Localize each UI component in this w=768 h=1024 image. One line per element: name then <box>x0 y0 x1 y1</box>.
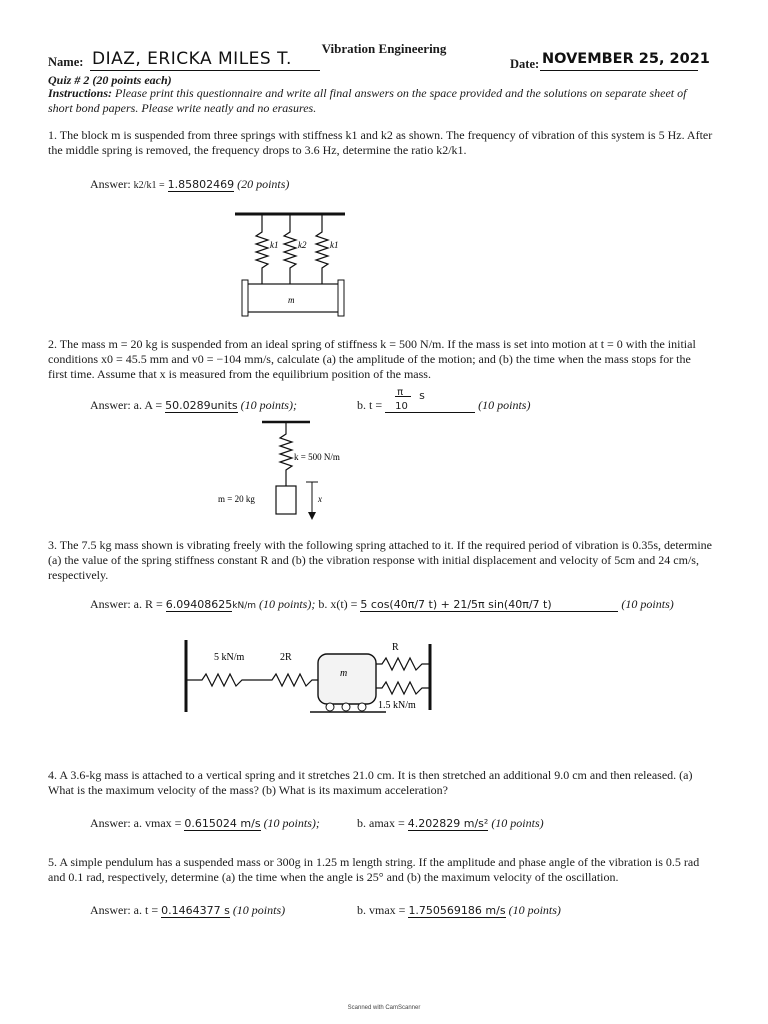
document-title: Vibration Engineering <box>321 41 447 56</box>
label-k2: k2 <box>298 240 307 250</box>
question-1-text: 1. The block m is suspended from three springs with stiffness k1 and k2 as shown. The frequency of vibration of this system is 5 Hz. After the middle spring is removed, the frequency drops to 3.6 Hz, determine the ratio k2/k1. <box>48 128 713 157</box>
label-m: m <box>340 668 348 679</box>
question-1-answer <box>90 177 289 192</box>
answer-b-label: b. vmax = <box>357 903 406 917</box>
answer-b-label: b. t = <box>357 398 383 412</box>
date-label: Date: <box>510 57 540 71</box>
name-label: Name: <box>48 55 84 69</box>
answer-a-label: Answer: a. vmax = <box>90 816 182 830</box>
points-b: (10 points) <box>508 903 561 917</box>
answer-b-numerator: π <box>397 387 404 398</box>
label-x: x <box>318 494 322 504</box>
question-5-text: 5. A simple pendulum has a suspended mass or 300g in 1.25 m length string. If the amplitude and phase angle of the vibration is 0.5 rad and 0.1 rad, respectively, determine (a) the time when the angle is 25° and (b) the maximum velocity of the oscillation. <box>48 855 700 884</box>
points-a: (10 points); <box>240 398 297 412</box>
answer-value: 1.85802469 <box>167 178 235 191</box>
answer-b-value: 5 cos(40π/7 t) + 21/5π sin(40π/7 t) <box>360 598 618 612</box>
question-4-answer-a <box>90 816 320 831</box>
label-k: k = 500 N/m <box>294 452 340 462</box>
label-2r: 2R <box>280 652 292 663</box>
label-k1-right: k1 <box>330 240 339 250</box>
quiz-heading: Quiz # 2 (20 points each) <box>48 73 172 87</box>
question-3-text: 3. The 7.5 kg mass shown is vibrating freely with the following spring attached to it. If the required period of vibration is 0.35s, determine (a) the value of the spring stiffness constant R and (b) the vibration response with initial displacement and velocity of 5cm and 24 cm/s, respectively. <box>48 538 712 582</box>
answer-b-label: b. amax = <box>357 816 405 830</box>
answer-a-unit: kN/m <box>232 601 256 611</box>
label-k1-left: k1 <box>270 240 279 250</box>
points-a: (10 points); <box>259 597 316 611</box>
points-b: (10 points) <box>491 816 544 830</box>
points: (20 points) <box>237 177 290 191</box>
name-underline <box>90 70 320 71</box>
answer-a-value: 50.0289units <box>165 399 238 412</box>
question-2-answer-b <box>357 387 531 413</box>
points-b: (10 points) <box>478 398 531 412</box>
label-15kn: 1.5 kN/m <box>378 700 416 711</box>
answer-a-value: 0.615024 m/s <box>184 817 261 830</box>
label-mass: m <box>288 295 295 305</box>
answer-b-denominator: 10 <box>395 401 408 412</box>
label-5kn: 5 kN/m <box>214 652 245 663</box>
scanner-watermark: Scanned with CamScanner <box>347 1005 421 1011</box>
ratio-label: k2/k1 = <box>133 180 165 191</box>
name-value: DIAZ, ERICKA MILES T. <box>92 49 292 69</box>
question-4-answer-b <box>357 816 544 831</box>
instructions-label: Instructions: <box>48 86 113 100</box>
question-5-answer-a <box>90 903 285 918</box>
points-b: (10 points) <box>621 597 674 611</box>
answer-a-label: Answer: a. R = <box>90 597 163 611</box>
answer-b-unit: s <box>419 389 425 402</box>
question-4-text: 4. A 3.6-kg mass is attached to a vertical spring and it stretches 21.0 cm. It is then stretched an additional 9.0 cm and then released. (a) What is the maximum velocity of the mass? (b) What is its maximum acceleration? <box>48 768 693 797</box>
question-3-answer <box>90 597 720 612</box>
answer-b-label: b. x(t) = <box>318 597 358 611</box>
answer-a-label: Answer: a. A = <box>90 398 163 412</box>
figure-horizontal-springs <box>180 636 440 720</box>
figure-three-springs <box>230 208 350 318</box>
question-2-text: 2. The mass m = 20 kg is suspended from an ideal spring of stiffness k = 500 N/m. If the mass is set into motion at t = 0 with the initial conditions x0 = 45.5 mm and v0 = −104 mm/s, calculate (a) the amplitude of the motion; and (b) the time when the mass stops for the first time. Assume that x is measured from the equilibrium position of the mass. <box>48 337 696 381</box>
figure-spring-mass <box>210 418 370 524</box>
label-m: m = 20 kg <box>218 494 255 504</box>
date-underline <box>540 70 698 71</box>
answer-b-value: 4.202829 m/s² <box>407 817 489 830</box>
instructions <box>48 86 713 116</box>
label-r: R <box>392 642 399 653</box>
instructions-text: Please print this questionnaire and write all final answers on the space provided and the solutions on separate sheet of short bond papers. Please write neatly and no erasures. <box>48 86 687 115</box>
question-2-answer-a <box>90 398 297 413</box>
answer-b-value: 1.750569186 m/s <box>408 904 506 917</box>
answer-a-label: Answer: a. t = <box>90 903 159 917</box>
question-5-answer-b <box>357 903 561 918</box>
answer-a-value: 0.1464377 s <box>161 904 230 917</box>
answer-label: Answer: <box>90 177 131 191</box>
points-a: (10 points) <box>232 903 286 917</box>
answer-a-value: 6.09408625 <box>165 598 233 611</box>
points-a: (10 points); <box>263 816 320 830</box>
date-value: NOVEMBER 25, 2021 <box>542 51 710 67</box>
